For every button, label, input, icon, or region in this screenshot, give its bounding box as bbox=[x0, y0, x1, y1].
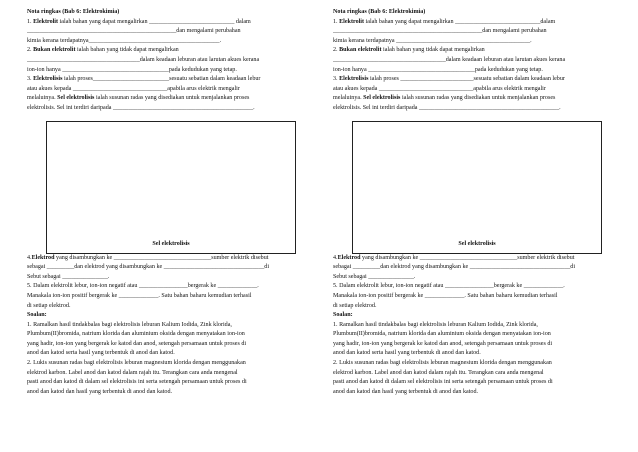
note-line bbox=[333, 27, 627, 37]
note-text: ion-ion hanya ___________________________________pada kedudukan yang tetap. bbox=[27, 66, 237, 73]
note-line bbox=[333, 273, 627, 283]
note-text: _________________________________________________dan mengalami perubahan bbox=[27, 28, 241, 35]
question-line: anod dan katod serta hasil yang terbentuk di anod dan katod. bbox=[27, 350, 175, 357]
question-line: Plumbum(II)bromida, natrium klorida dan aluminium oksida dengan menyatakan ion-ion bbox=[27, 331, 245, 338]
note-term: Elektrolisis bbox=[33, 76, 63, 83]
note-line bbox=[333, 282, 627, 292]
question-line: yang hadir, ion-ion yang bergerak ke katod dan anod, setengah persamaan untuk proses di bbox=[27, 340, 247, 347]
note-term: Sel elektrolisis bbox=[57, 95, 95, 102]
note-line bbox=[333, 254, 627, 264]
note-text: ialah bahan yang tidak dapat mengalirkan bbox=[75, 47, 179, 54]
note-line bbox=[27, 27, 321, 37]
question-line: 2. Lukis susunan radas bagi elektrolisis leburan magnesium klorida dengan menggunakan bbox=[333, 360, 552, 367]
note-term: Elektrod bbox=[31, 254, 55, 261]
diagram-box bbox=[352, 121, 602, 254]
question-line: Plumbum(II)bromida, natrium klorida dan aluminium oksida dengan menyatakan ion-ion bbox=[333, 331, 551, 338]
note-text: 3. bbox=[333, 76, 340, 83]
note-line bbox=[27, 37, 321, 47]
diagram-label: Sel elektrolisis bbox=[152, 240, 190, 247]
note-term: Elektrolit bbox=[33, 18, 59, 25]
note-text: di setiap elektrod. bbox=[333, 302, 377, 309]
note-text: elektrolisis. Sel ini terdiri daripada ______________________________________________. bbox=[333, 104, 561, 111]
question-line: anod dan katod dan hasil yang terbentuk di anod dan katod. bbox=[333, 388, 479, 395]
note-title: Nota ringkas (Bab 6: Elektrokimia) bbox=[27, 9, 120, 15]
note-line bbox=[27, 104, 321, 114]
question-line: 1. Ramalkan hasil tindakbalas bagi elektrolisis leburan Kalium Iodida, Zink klorida, bbox=[333, 321, 538, 328]
note-text: Manakala ion-ion positif bergerak ke _____________. Satu bahan baharu kemudian terhasil bbox=[333, 292, 558, 299]
note-line bbox=[27, 18, 321, 28]
note-term: Bukan elektrolit bbox=[339, 47, 382, 54]
note-text: kimia kerana terdapatnya___________________________________________. bbox=[27, 37, 222, 44]
note-text: 5. Dalam elektrolit lebur, ion-ion negatif atau ________________bergerak ke _____________. bbox=[27, 283, 259, 290]
note-line bbox=[333, 66, 627, 76]
diagram-box bbox=[46, 121, 296, 254]
note-text: kimia kerana terdapatnya ____________________________________________. bbox=[333, 37, 532, 44]
note-text: 1. bbox=[27, 18, 34, 25]
note-term: Sel elektrolisis bbox=[363, 95, 401, 102]
note-text: Sebut sebagai _______________. bbox=[333, 273, 416, 280]
note-text: di setiap elektrod. bbox=[27, 302, 71, 309]
questions-heading: Soalan: bbox=[333, 312, 353, 319]
note-line bbox=[333, 46, 627, 56]
note-text: 2. bbox=[27, 47, 34, 54]
note-text: sebagai _________dan elektrod yang disambungkan ke _________________________________di bbox=[333, 264, 576, 271]
note-line bbox=[27, 66, 321, 76]
diagram-label: Sel elektrolisis bbox=[458, 240, 496, 247]
note-line bbox=[333, 37, 627, 47]
note-text: elektrolisis. Sel ini terdiri daripada ______________________________________________. bbox=[27, 104, 255, 111]
note-line bbox=[27, 263, 321, 273]
note-text: 4. bbox=[333, 254, 338, 261]
note-term: Elektrolisis bbox=[339, 76, 369, 83]
note-text: melaluinya. bbox=[333, 95, 364, 102]
note-text: ialah susunan radas yang disediakan untuk menjalankan proses bbox=[400, 95, 556, 102]
note-text: sebagai _________dan elektrod yang disambungkan ke _________________________________di bbox=[27, 264, 270, 271]
question-line: 1. Ramalkan hasil tindakbalas bagi elektrolisis leburan Kalium Iodida, Zink klorida, bbox=[27, 321, 232, 328]
note-line bbox=[333, 94, 627, 104]
note-text: 4. bbox=[27, 254, 32, 261]
note-line bbox=[27, 282, 321, 292]
note-term: Elektrod bbox=[337, 254, 361, 261]
question-line: anod dan katod dan hasil yang terbentuk di anod dan katod. bbox=[27, 388, 173, 395]
question-line: elektrod karbon. Label anod dan katod dalam rajah itu. Terangkan cara anda mengenal bbox=[27, 369, 238, 376]
note-line bbox=[27, 254, 321, 264]
note-line bbox=[333, 263, 627, 273]
question-line: 2. Lukis susunan radas bagi elektrolisis leburan magnesium klorida dengan menggunakan bbox=[27, 360, 246, 367]
note-text: ialah bahan yang dapat mengalirkan ____________________________dalam bbox=[364, 18, 556, 25]
note-text: ialah bahan yang tidak dapat mengalirkan bbox=[381, 47, 485, 54]
note-line bbox=[27, 292, 321, 302]
note-text: ialah bahan yang dapat mengalirkan ____________________________ dalam bbox=[58, 18, 251, 25]
note-line bbox=[333, 302, 627, 312]
note-line bbox=[27, 94, 321, 104]
worksheet-right bbox=[333, 8, 627, 397]
note-line bbox=[27, 302, 321, 312]
note-text: 2. bbox=[333, 47, 340, 54]
note-text: _____________________________________dalam keadaan leburan atau larutan akues kerana bbox=[333, 56, 566, 63]
note-text: Sebut sebagai _______________. bbox=[27, 273, 110, 280]
note-term: Elektrolit bbox=[339, 18, 365, 25]
note-line bbox=[27, 273, 321, 283]
note-text: yang disambungkan ke ________________________________sumber elektrik disebut bbox=[54, 254, 269, 261]
note-text: ialah proses_________________________sesuatu sebatian dalam keadaan lebur bbox=[62, 76, 261, 83]
note-text: ialah susunan radas yang disediakan untuk menjalankan proses bbox=[94, 95, 250, 102]
note-line bbox=[27, 56, 321, 66]
note-text: yang disambungkan ke ________________________________sumber elektrik disebut bbox=[360, 254, 575, 261]
note-text: Manakala ion-ion positif bergerak ke _____________. Satu bahan baharu kemudian terhasil bbox=[27, 292, 252, 299]
note-text: 3. bbox=[27, 76, 34, 83]
note-term: Bukan elektrolit bbox=[33, 47, 76, 54]
note-line bbox=[27, 85, 321, 95]
note-line bbox=[333, 292, 627, 302]
note-title: Nota ringkas (Bab 6: Elektrokimia) bbox=[333, 9, 426, 15]
note-line bbox=[333, 18, 627, 28]
note-text: atau akues kepada _______________________________apabila arus elektrik mengalir bbox=[27, 85, 240, 92]
note-line bbox=[27, 46, 321, 56]
note-text: _____________________________________dalam keadaan leburan atau larutan akues kerana bbox=[27, 56, 260, 63]
note-line bbox=[333, 75, 627, 85]
note-line bbox=[333, 56, 627, 66]
note-line bbox=[333, 85, 627, 95]
worksheet-left bbox=[27, 8, 321, 397]
note-line bbox=[27, 75, 321, 85]
note-text: ialah proses ________________________sesuatu sebatian dalam keadaan lebur bbox=[368, 76, 565, 83]
note-text: 1. bbox=[333, 18, 340, 25]
note-text: 5. Dalam elektrolit lebur, ion-ion negatif atau ________________bergerak ke _____________. bbox=[333, 283, 565, 290]
note-text: atau akues kepada _______________________________apabila arus elektrik mengalir bbox=[333, 85, 546, 92]
note-text: melaluinya. bbox=[27, 95, 58, 102]
note-text: ion-ion hanya ___________________________________pada kedudukan yang tetap. bbox=[333, 66, 543, 73]
question-line: pasti anod dan katod di dalam sel elektrolisis ini serta setengah persamaan untuk proses di bbox=[27, 379, 247, 386]
question-line: elektrod karbon. Label anod dan katod dalam rajah itu. Terangkan cara anda mengenal bbox=[333, 369, 544, 376]
question-line: yang hadir, ion-ion yang bergerak ke katod dan anod, setengah persamaan untuk proses di bbox=[333, 340, 553, 347]
note-line bbox=[333, 104, 627, 114]
questions-heading: Soalan: bbox=[27, 312, 47, 319]
note-text: _________________________________________________dan mengalami perubahan bbox=[333, 28, 547, 35]
question-line: pasti anod dan katod di dalam sel elektrolisis ini serta setengah persamaan untuk proses di bbox=[333, 379, 553, 386]
question-line: anod dan katod serta hasil yang terbentuk di anod dan katod. bbox=[333, 350, 481, 357]
